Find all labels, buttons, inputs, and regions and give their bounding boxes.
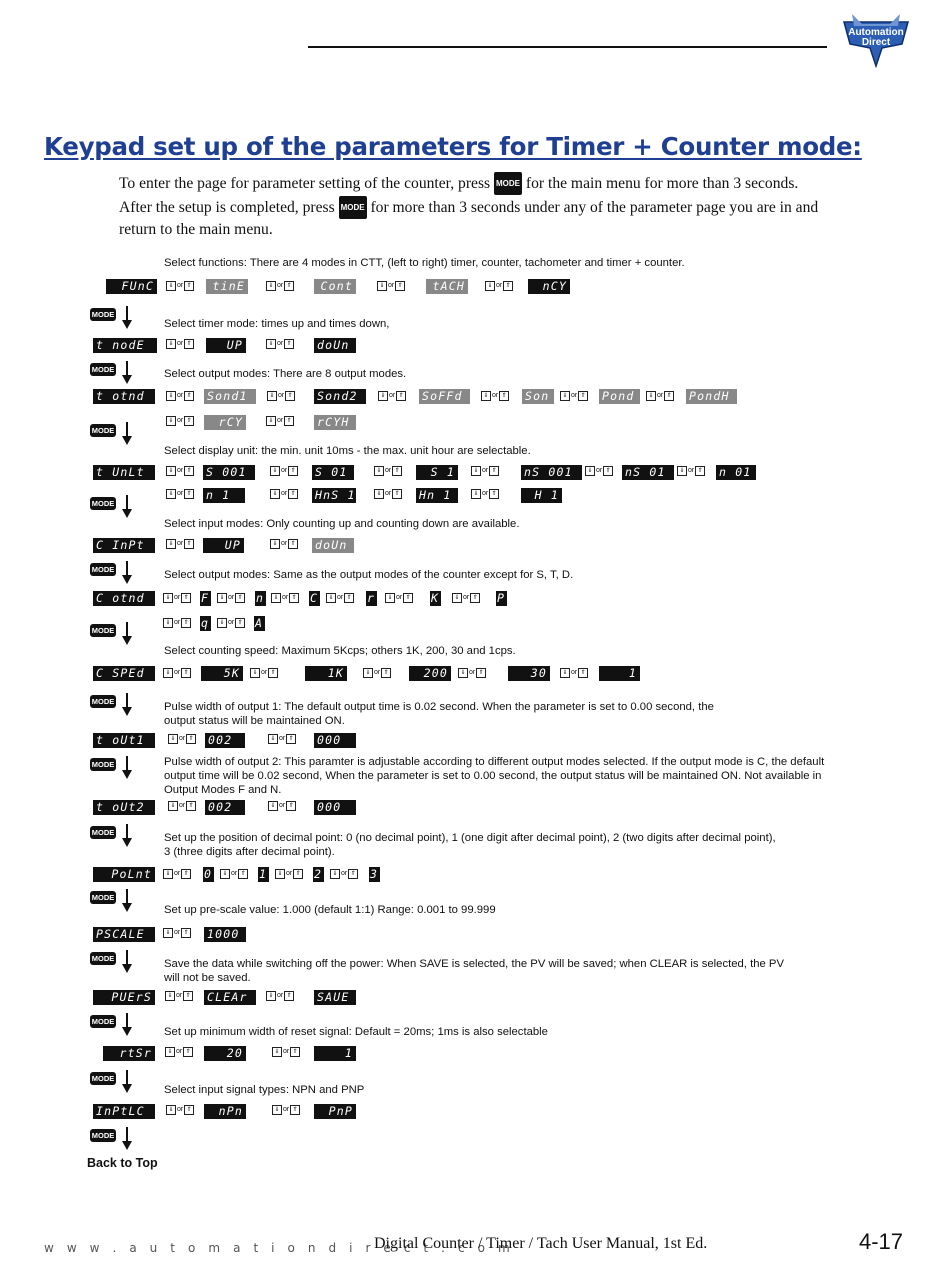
mode-key-icon: MODE <box>91 626 115 635</box>
lcd-option: PondH <box>686 389 737 404</box>
lcd-option: 000 <box>314 800 356 815</box>
lcd-option: 5K <box>201 666 243 681</box>
lcd-option: 30 <box>508 666 550 681</box>
or-separator: ⇓ or ⇑ <box>677 465 705 477</box>
footer-url: w w w . a u t o m a t i o n d i r e c t . c o m <box>44 1241 515 1255</box>
description-pulse-width-1: Pulse width of output 1: The default output time is 0.02 second. When the parameter is set to 0.00 second, the output status will be maintained ON. <box>164 701 714 727</box>
lcd-option: C <box>310 591 319 605</box>
lcd-param-pvers: PUErS <box>93 990 155 1005</box>
or-separator: ⇓ or ⇑ <box>266 338 294 350</box>
lcd-option: q <box>201 616 210 630</box>
lcd-option: S 01 <box>312 465 354 480</box>
arrow-down-icon <box>121 1070 133 1094</box>
lcd-option: K <box>431 591 440 605</box>
or-separator: ⇓ or ⇑ <box>163 667 191 679</box>
page-title: Keypad set up of the parameters for Timer + Counter mode: <box>44 132 862 161</box>
lcd-option: Sond1 <box>204 389 256 404</box>
automationdirect-logo <box>838 10 914 68</box>
lcd-param-cothd: C otnd <box>93 591 155 606</box>
lcd-param-func: FUnC <box>106 279 157 294</box>
lcd-option: 002 <box>205 800 245 815</box>
or-separator: ⇓ or ⇑ <box>217 592 245 604</box>
arrow-down-icon <box>121 693 133 717</box>
arrow-down-icon <box>121 361 133 385</box>
arrow-down-icon <box>121 950 133 974</box>
description-input-modes: Select input modes: Only counting up and counting down are available. <box>164 518 520 530</box>
mode-key-icon: MODE <box>494 172 522 195</box>
description-prescale: Set up pre-scale value: 1.000 (default 1:1) Range: 0.001 to 99.999 <box>164 904 496 916</box>
or-separator: ⇓ or ⇑ <box>266 280 294 292</box>
or-separator: ⇓ or ⇑ <box>458 667 486 679</box>
or-separator: ⇓ or ⇑ <box>326 592 354 604</box>
arrow-down-icon <box>121 1013 133 1037</box>
or-separator: ⇓ or ⇑ <box>163 868 191 880</box>
svg-text:Automation: Automation <box>848 27 904 38</box>
or-separator: ⇓ or ⇑ <box>220 868 248 880</box>
or-separator: ⇓ or ⇑ <box>485 280 513 292</box>
or-separator: ⇓ or ⇑ <box>268 800 296 812</box>
lcd-option: nS 01 <box>622 465 674 480</box>
or-separator: ⇓ or ⇑ <box>560 390 588 402</box>
lcd-param-point: PoLnt <box>93 867 155 882</box>
lcd-option: 2 <box>314 867 323 881</box>
lcd-option: n 1 <box>203 488 245 503</box>
mode-key-icon: MODE <box>91 310 115 319</box>
or-separator: ⇓ or ⇑ <box>272 1104 300 1116</box>
lcd-option: rCYH <box>314 415 356 430</box>
header-rule <box>308 46 827 48</box>
lcd-option: n <box>256 591 265 605</box>
description-counter-output-modes: Select output modes: Same as the output modes of the counter except for S, T, D. <box>164 569 574 581</box>
or-separator: ⇓ or ⇑ <box>163 927 191 939</box>
or-separator: ⇓ or ⇑ <box>166 488 194 500</box>
arrow-down-icon <box>121 495 133 519</box>
lcd-param-cinpt: C InPt <box>93 538 155 553</box>
lcd-option: 200 <box>409 666 451 681</box>
lcd-option: doUn <box>312 538 354 553</box>
arrow-down-icon <box>121 824 133 848</box>
or-separator: ⇓ or ⇑ <box>374 488 402 500</box>
lcd-param-tmode: t nodE <box>93 338 157 353</box>
or-separator: ⇓ or ⇑ <box>163 617 191 629</box>
lcd-param-tout1: t oUt1 <box>93 733 155 748</box>
lcd-option: P <box>497 591 506 605</box>
lcd-option: Hn 1 <box>416 488 458 503</box>
lcd-param-tout2: t oUt2 <box>93 800 155 815</box>
or-separator: ⇓ or ⇑ <box>275 868 303 880</box>
lcd-option: r <box>367 591 376 605</box>
mode-key-icon: MODE <box>91 565 115 574</box>
mode-key-icon: MODE <box>91 1131 115 1140</box>
lcd-option: H 1 <box>521 488 562 503</box>
or-separator: ⇓ or ⇑ <box>471 488 499 500</box>
or-separator: ⇓ or ⇑ <box>166 338 194 350</box>
or-separator: ⇓ or ⇑ <box>165 990 193 1002</box>
page-number: 4-17 <box>859 1229 904 1254</box>
or-separator: ⇓ or ⇑ <box>585 465 613 477</box>
or-separator: ⇓ or ⇑ <box>374 465 402 477</box>
lcd-option: 3 <box>370 867 379 881</box>
mode-key-icon: MODE <box>91 954 115 963</box>
or-separator: ⇓ or ⇑ <box>471 465 499 477</box>
lcd-param-tothd: t otnd <box>93 389 155 404</box>
lcd-option: SAUE <box>314 990 356 1005</box>
mode-key-icon: MODE <box>91 697 115 706</box>
svg-text:Direct: Direct <box>861 37 891 48</box>
lcd-option: S 001 <box>203 465 255 480</box>
or-separator: ⇓ or ⇑ <box>270 465 298 477</box>
or-separator: ⇓ or ⇑ <box>385 592 413 604</box>
arrow-down-icon <box>121 1127 133 1151</box>
or-separator: ⇓ or ⇑ <box>363 667 391 679</box>
description-input-signal: Select input signal types: NPN and PNP <box>164 1084 365 1096</box>
lcd-option: 000 <box>314 733 356 748</box>
lcd-option: Son <box>522 389 554 404</box>
or-separator: ⇓ or ⇑ <box>452 592 480 604</box>
lcd-option: A <box>255 616 264 630</box>
lcd-option: Pond <box>599 389 640 404</box>
lcd-option: 20 <box>204 1046 246 1061</box>
lcd-option: CLEAr <box>204 990 256 1005</box>
description-timer-mode: Select timer mode: times up and times down, <box>164 318 390 330</box>
arrow-down-icon <box>121 756 133 780</box>
mode-key-icon: MODE <box>91 365 115 374</box>
or-separator: ⇓ or ⇑ <box>165 1046 193 1058</box>
lcd-param-rtsr: rtSr <box>103 1046 155 1061</box>
or-separator: ⇓ or ⇑ <box>163 592 191 604</box>
or-separator: ⇓ or ⇑ <box>267 390 295 402</box>
or-separator: ⇓ or ⇑ <box>268 733 296 745</box>
lcd-option: PnP <box>314 1104 356 1119</box>
arrow-down-icon <box>121 306 133 330</box>
lcd-option: 1 <box>259 867 268 881</box>
lcd-option: 0 <box>204 867 213 881</box>
lcd-option: HnS 1 <box>312 488 356 503</box>
lcd-option: 1K <box>305 666 347 681</box>
description-save-data: Save the data while switching off the power: When SAVE is selected, the PV will be saved; when CLEAR is selected, the PV will not be saved. <box>164 958 784 984</box>
mode-key-icon: MODE <box>91 893 115 902</box>
or-separator: ⇓ or ⇑ <box>481 390 509 402</box>
lcd-option: 002 <box>205 733 245 748</box>
lcd-option: F <box>201 591 210 605</box>
or-separator: ⇓ or ⇑ <box>166 1104 194 1116</box>
or-separator: ⇓ or ⇑ <box>168 800 196 812</box>
description-pulse-width-2: Pulse width of output 2: This paramter is adjustable according to different output modes selected. If the output mode is C, the default output time will be 0.02 second, When the parameter is set to 0.00 second, the output status will be maintained ON. Not available in Output Modes F and N. <box>164 756 825 796</box>
or-separator: ⇓ or ⇑ <box>646 390 674 402</box>
or-separator: ⇓ or ⇑ <box>266 415 294 427</box>
description-display-unit: Select display unit: the min. unit 10ms - the max. unit hour are selectable. <box>164 445 531 457</box>
mode-key-icon: MODE <box>91 828 115 837</box>
description-decimal-point: Set up the position of decimal point: 0 (no decimal point), 1 (one digit after decimal point), 2 (two digits after decimal point), 3 (three digits after decimal point). <box>164 832 776 858</box>
arrow-down-icon <box>121 889 133 913</box>
or-separator: ⇓ or ⇑ <box>166 280 194 292</box>
lcd-param-tunit: t UnLt <box>93 465 155 480</box>
description-functions: Select functions: There are 4 modes in CTT, (left to right) timer, counter, tachometer and timer + counter. <box>164 257 685 269</box>
mode-key-icon: MODE <box>91 760 115 769</box>
or-separator: ⇓ or ⇑ <box>377 280 405 292</box>
or-separator: ⇓ or ⇑ <box>166 415 194 427</box>
description-output-modes: Select output modes: There are 8 output modes. <box>164 368 407 380</box>
arrow-down-icon <box>121 561 133 585</box>
or-separator: ⇓ or ⇑ <box>250 667 278 679</box>
or-separator: ⇓ or ⇑ <box>378 390 406 402</box>
mode-key-icon: MODE <box>91 426 115 435</box>
lcd-option: nCY <box>528 279 570 294</box>
or-separator: ⇓ or ⇑ <box>270 488 298 500</box>
lcd-option: 1 <box>599 666 640 681</box>
lcd-option: tACH <box>426 279 468 294</box>
arrow-down-icon <box>121 622 133 646</box>
lcd-option: n 01 <box>716 465 756 480</box>
intro-paragraph-2: After the setup is completed, press MODE for more than 3 seconds under any of the parameter page you are in and return to the main menu. <box>119 196 859 240</box>
lcd-option: Sond2 <box>314 389 366 404</box>
or-separator: ⇓ or ⇑ <box>271 592 299 604</box>
lcd-option: S 1 <box>416 465 458 480</box>
lcd-option: SoFFd <box>419 389 470 404</box>
lcd-option: nS 001 <box>521 465 582 480</box>
lcd-option: doUn <box>314 338 356 353</box>
or-separator: ⇓ or ⇑ <box>168 733 196 745</box>
back-to-top-link[interactable]: Back to Top <box>87 1156 158 1170</box>
lcd-option: Cont <box>314 279 356 294</box>
description-counting-speed: Select counting speed: Maximum 5Kcps; others 1K, 200, 30 and 1cps. <box>164 645 516 657</box>
or-separator: ⇓ or ⇑ <box>166 465 194 477</box>
or-separator: ⇓ or ⇑ <box>266 990 294 1002</box>
lcd-option: UP <box>203 538 244 553</box>
mode-key-icon: MODE <box>91 1074 115 1083</box>
or-separator: ⇓ or ⇑ <box>270 538 298 550</box>
mode-key-icon: MODE <box>339 196 367 219</box>
lcd-option: rCY <box>204 415 246 430</box>
lcd-param-inptlc: InPtLC <box>93 1104 155 1119</box>
or-separator: ⇓ or ⇑ <box>330 868 358 880</box>
mode-key-icon: MODE <box>91 1017 115 1026</box>
lcd-option: nPn <box>204 1104 246 1119</box>
or-separator: ⇓ or ⇑ <box>560 667 588 679</box>
or-separator: ⇓ or ⇑ <box>166 538 194 550</box>
lcd-option: UP <box>206 338 246 353</box>
footer-manual-title: Digital Counter / Timer / Tach User Manual, 1st Ed. <box>374 1235 708 1252</box>
intro-paragraph-1: To enter the page for parameter setting of the counter, press MODE for the main menu for more than 3 seconds. <box>119 172 859 195</box>
or-separator: ⇓ or ⇑ <box>272 1046 300 1058</box>
description-reset-width: Set up minimum width of reset signal: Default = 20ms; 1ms is also selectable <box>164 1026 548 1038</box>
lcd-option: tinE <box>206 279 248 294</box>
arrow-down-icon <box>121 422 133 446</box>
mode-key-icon: MODE <box>91 499 115 508</box>
lcd-param-pscale: PSCALE <box>93 927 155 942</box>
or-separator: ⇓ or ⇑ <box>166 390 194 402</box>
or-separator: ⇓ or ⇑ <box>217 617 245 629</box>
lcd-param-cspeed: C SPEd <box>93 666 155 681</box>
lcd-option: 1000 <box>204 927 246 942</box>
lcd-option: 1 <box>314 1046 356 1061</box>
